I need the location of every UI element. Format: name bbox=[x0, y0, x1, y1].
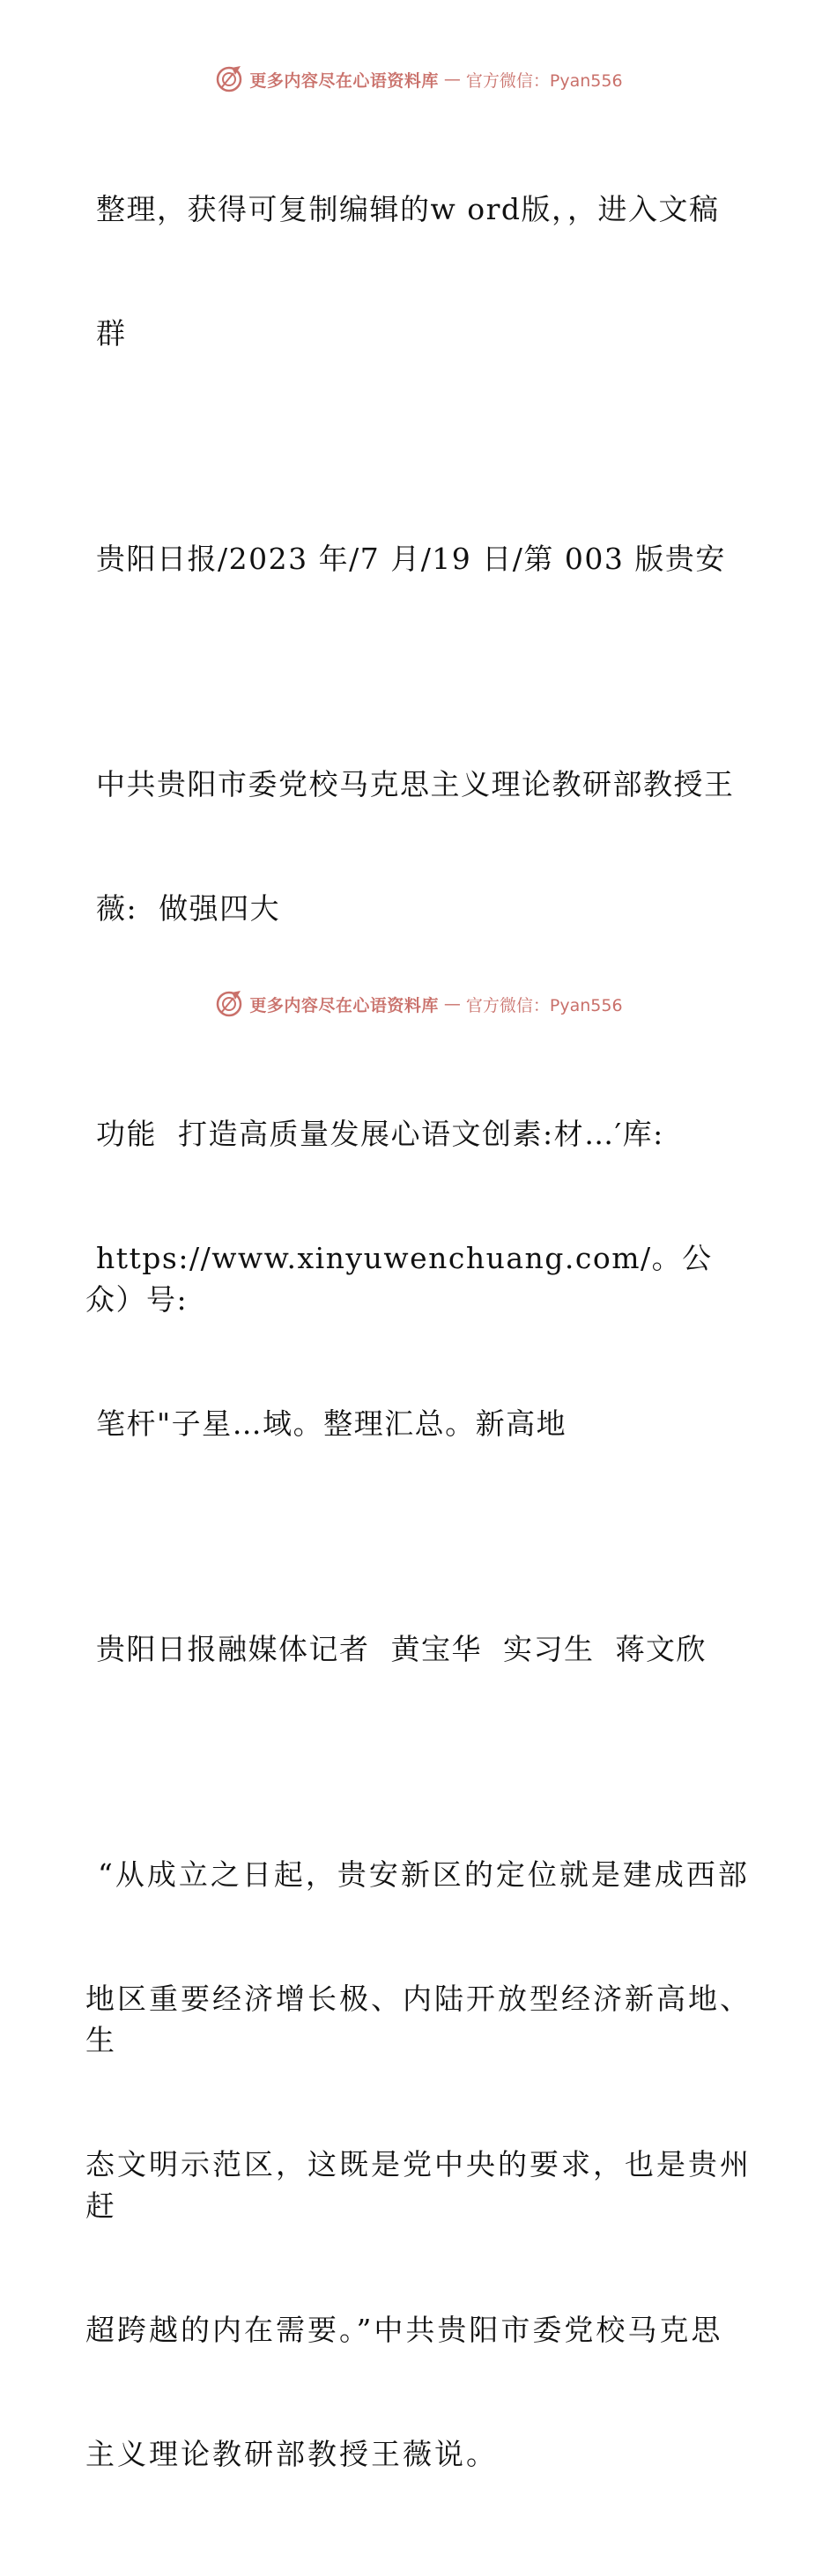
byline-text: 贵阳日报融媒体记者 黄宝华 实习生 蒋文欣 bbox=[96, 1632, 707, 1666]
watermark-contact-text: 官方微信：Pyan556 bbox=[465, 995, 623, 1015]
body-line-2: 地区重要经济增长极、内陆开放型经济新高地、生 bbox=[85, 1982, 752, 2057]
article-title bbox=[85, 681, 755, 1012]
watermark-brand-text: 更多内容尽在心语资料库 bbox=[249, 995, 439, 1015]
intro-line-1: 整理，获得可复制编辑的w ord版，，进入文稿 bbox=[96, 192, 720, 226]
intro-line-2: 群 bbox=[96, 316, 127, 351]
byline bbox=[85, 1546, 755, 1753]
body-paragraph bbox=[85, 1771, 755, 2558]
watermark-contact-text: 官方微信：Pyan556 bbox=[465, 70, 623, 91]
subtitle-line-3: 笔杆"子星…域。整理汇总。新高地 bbox=[96, 1406, 567, 1441]
document-body bbox=[85, 106, 755, 2576]
source-text: 贵阳日报/2023 年/7 月/19 日/第 003 版贵安 bbox=[96, 542, 726, 576]
title-line-1: 中共贵阳市委党校马克思主义理论教研部教授王 bbox=[96, 767, 735, 801]
subtitle-line-1: 功能 打造高质量发展心语文创素:材…′库: bbox=[96, 1117, 664, 1151]
body-line-1: “从成立之日起，贵安新区的定位就是建成西部 bbox=[98, 1857, 750, 1892]
subtitle-line-2: https://www.xinyuwenchuang.com/。公众）号: bbox=[85, 1241, 713, 1317]
body-line-3: 态文明示范区，这既是党中央的要求，也是贵州赶 bbox=[85, 2147, 752, 2223]
footer-watermark bbox=[0, 986, 837, 1022]
watermark-brand-text: 更多内容尽在心语资料库 bbox=[249, 70, 439, 91]
watermark-separator: — bbox=[443, 994, 461, 1014]
source-line bbox=[85, 455, 755, 662]
body-line-4: 超跨越的内在需要。”中共贵阳市委党校马克思 bbox=[85, 2313, 723, 2347]
quill-logo-icon bbox=[214, 989, 244, 1019]
intro-paragraph bbox=[85, 106, 755, 437]
body-line-5: 主义理论教研部教授王薇说。 bbox=[85, 2437, 498, 2471]
header-watermark bbox=[0, 62, 837, 97]
watermark-separator: — bbox=[443, 70, 461, 89]
article-subtitle bbox=[85, 1030, 755, 1527]
title-line-2: 薇: 做强四大 bbox=[96, 891, 281, 926]
quill-logo-icon bbox=[214, 64, 244, 94]
